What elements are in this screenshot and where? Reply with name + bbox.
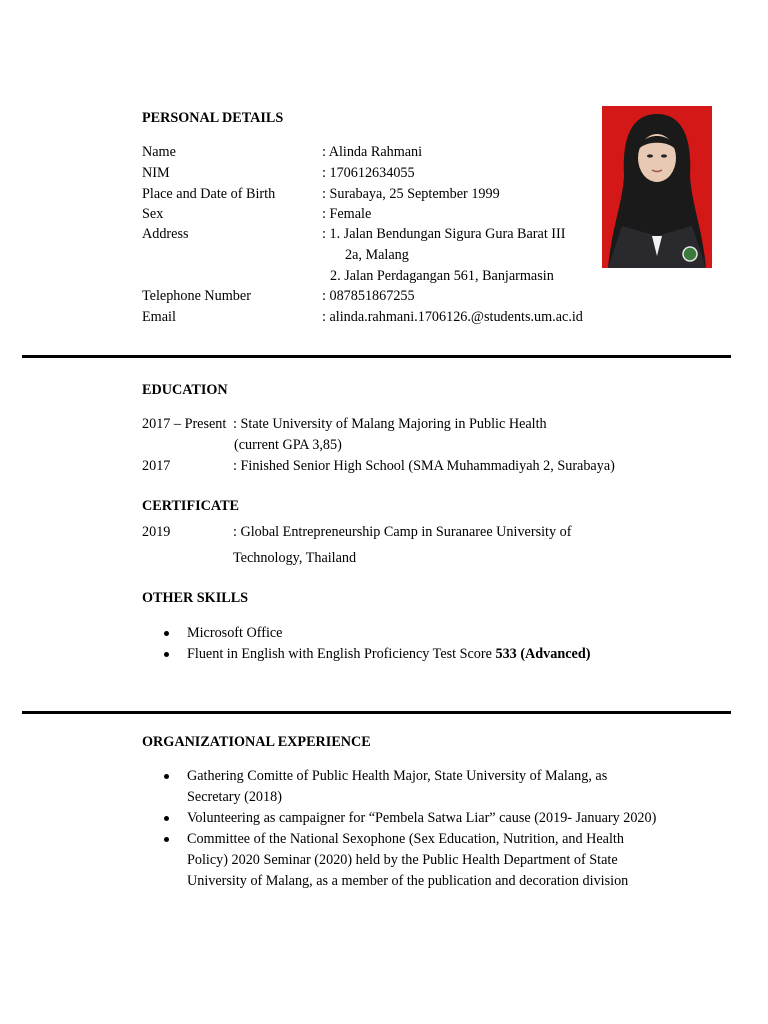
profile-photo xyxy=(602,106,712,268)
education-year: 2017 xyxy=(142,458,171,474)
person-silhouette-icon xyxy=(602,106,712,268)
detail-label: Name xyxy=(142,144,176,160)
skills-list xyxy=(142,623,702,665)
education-text: : Finished Senior High School (SMA Muhammadiyah 2, Surabaya) xyxy=(233,458,615,474)
section-divider xyxy=(22,355,731,358)
detail-value: : Female xyxy=(322,206,372,222)
bullet-icon xyxy=(164,816,169,821)
list-item: Volunteering as campaigner for “Pembela Satwa Liar” cause (2019- January 2020) xyxy=(142,808,664,829)
skills-heading: OTHER SKILLS xyxy=(142,590,249,606)
section-divider xyxy=(22,711,731,714)
detail-label: Address xyxy=(142,226,189,242)
address-line-2: 2a, Malang xyxy=(345,247,409,263)
bullet-icon xyxy=(164,652,169,657)
detail-value: : Surabaya, 25 September 1999 xyxy=(322,186,500,202)
detail-value: : Alinda Rahmani xyxy=(322,144,423,160)
organizational-list xyxy=(142,766,664,892)
detail-value: : 1. Jalan Bendungan Sigura Gura Barat III xyxy=(322,226,566,242)
test-score: 533 (Advanced) xyxy=(495,646,591,662)
education-year: 2017 – Present xyxy=(142,416,227,432)
list-item: Fluent in English with English Proficiency Test Score 533 (Advanced) xyxy=(142,644,702,665)
certificate-year: 2019 xyxy=(142,524,171,540)
education-text: : State University of Malang Majoring in Public Health xyxy=(233,416,547,432)
bullet-icon xyxy=(164,631,169,636)
detail-label: NIM xyxy=(142,165,170,181)
detail-value: : 087851867255 xyxy=(322,288,415,304)
bullet-icon xyxy=(164,774,169,779)
detail-label: Telephone Number xyxy=(142,288,251,304)
detail-value: : 170612634055 xyxy=(322,165,415,181)
list-item: Committee of the National Sexophone (Sex Education, Nutrition, and Health Policy) 2020 Seminar (2020) held by the Public Health Department of State University of Malang, as a member of the publication and decoration division xyxy=(142,829,664,892)
detail-label: Email xyxy=(142,309,176,325)
list-item: Gathering Comitte of Public Health Major, State University of Malang, as Secretary (2018) xyxy=(142,766,664,808)
list-item: Microsoft Office xyxy=(142,623,702,644)
certificate-text-line2: Technology, Thailand xyxy=(233,550,357,566)
detail-label: Sex xyxy=(142,206,164,222)
certificate-heading: CERTIFICATE xyxy=(142,498,239,514)
personal-details-heading: PERSONAL DETAILS xyxy=(142,110,284,126)
education-gpa: (current GPA 3,85) xyxy=(234,437,342,453)
bullet-icon xyxy=(164,837,169,842)
address-line-3: 2. Jalan Perdagangan 561, Banjarmasin xyxy=(330,268,554,284)
detail-value: : alinda.rahmani.1706126.@students.um.ac.id xyxy=(322,309,583,325)
certificate-text: : Global Entrepreneurship Camp in Suranaree University of xyxy=(233,524,572,540)
organizational-heading: ORGANIZATIONAL EXPERIENCE xyxy=(142,734,371,750)
detail-label: Place and Date of Birth xyxy=(142,186,276,202)
education-heading: EDUCATION xyxy=(142,382,228,398)
